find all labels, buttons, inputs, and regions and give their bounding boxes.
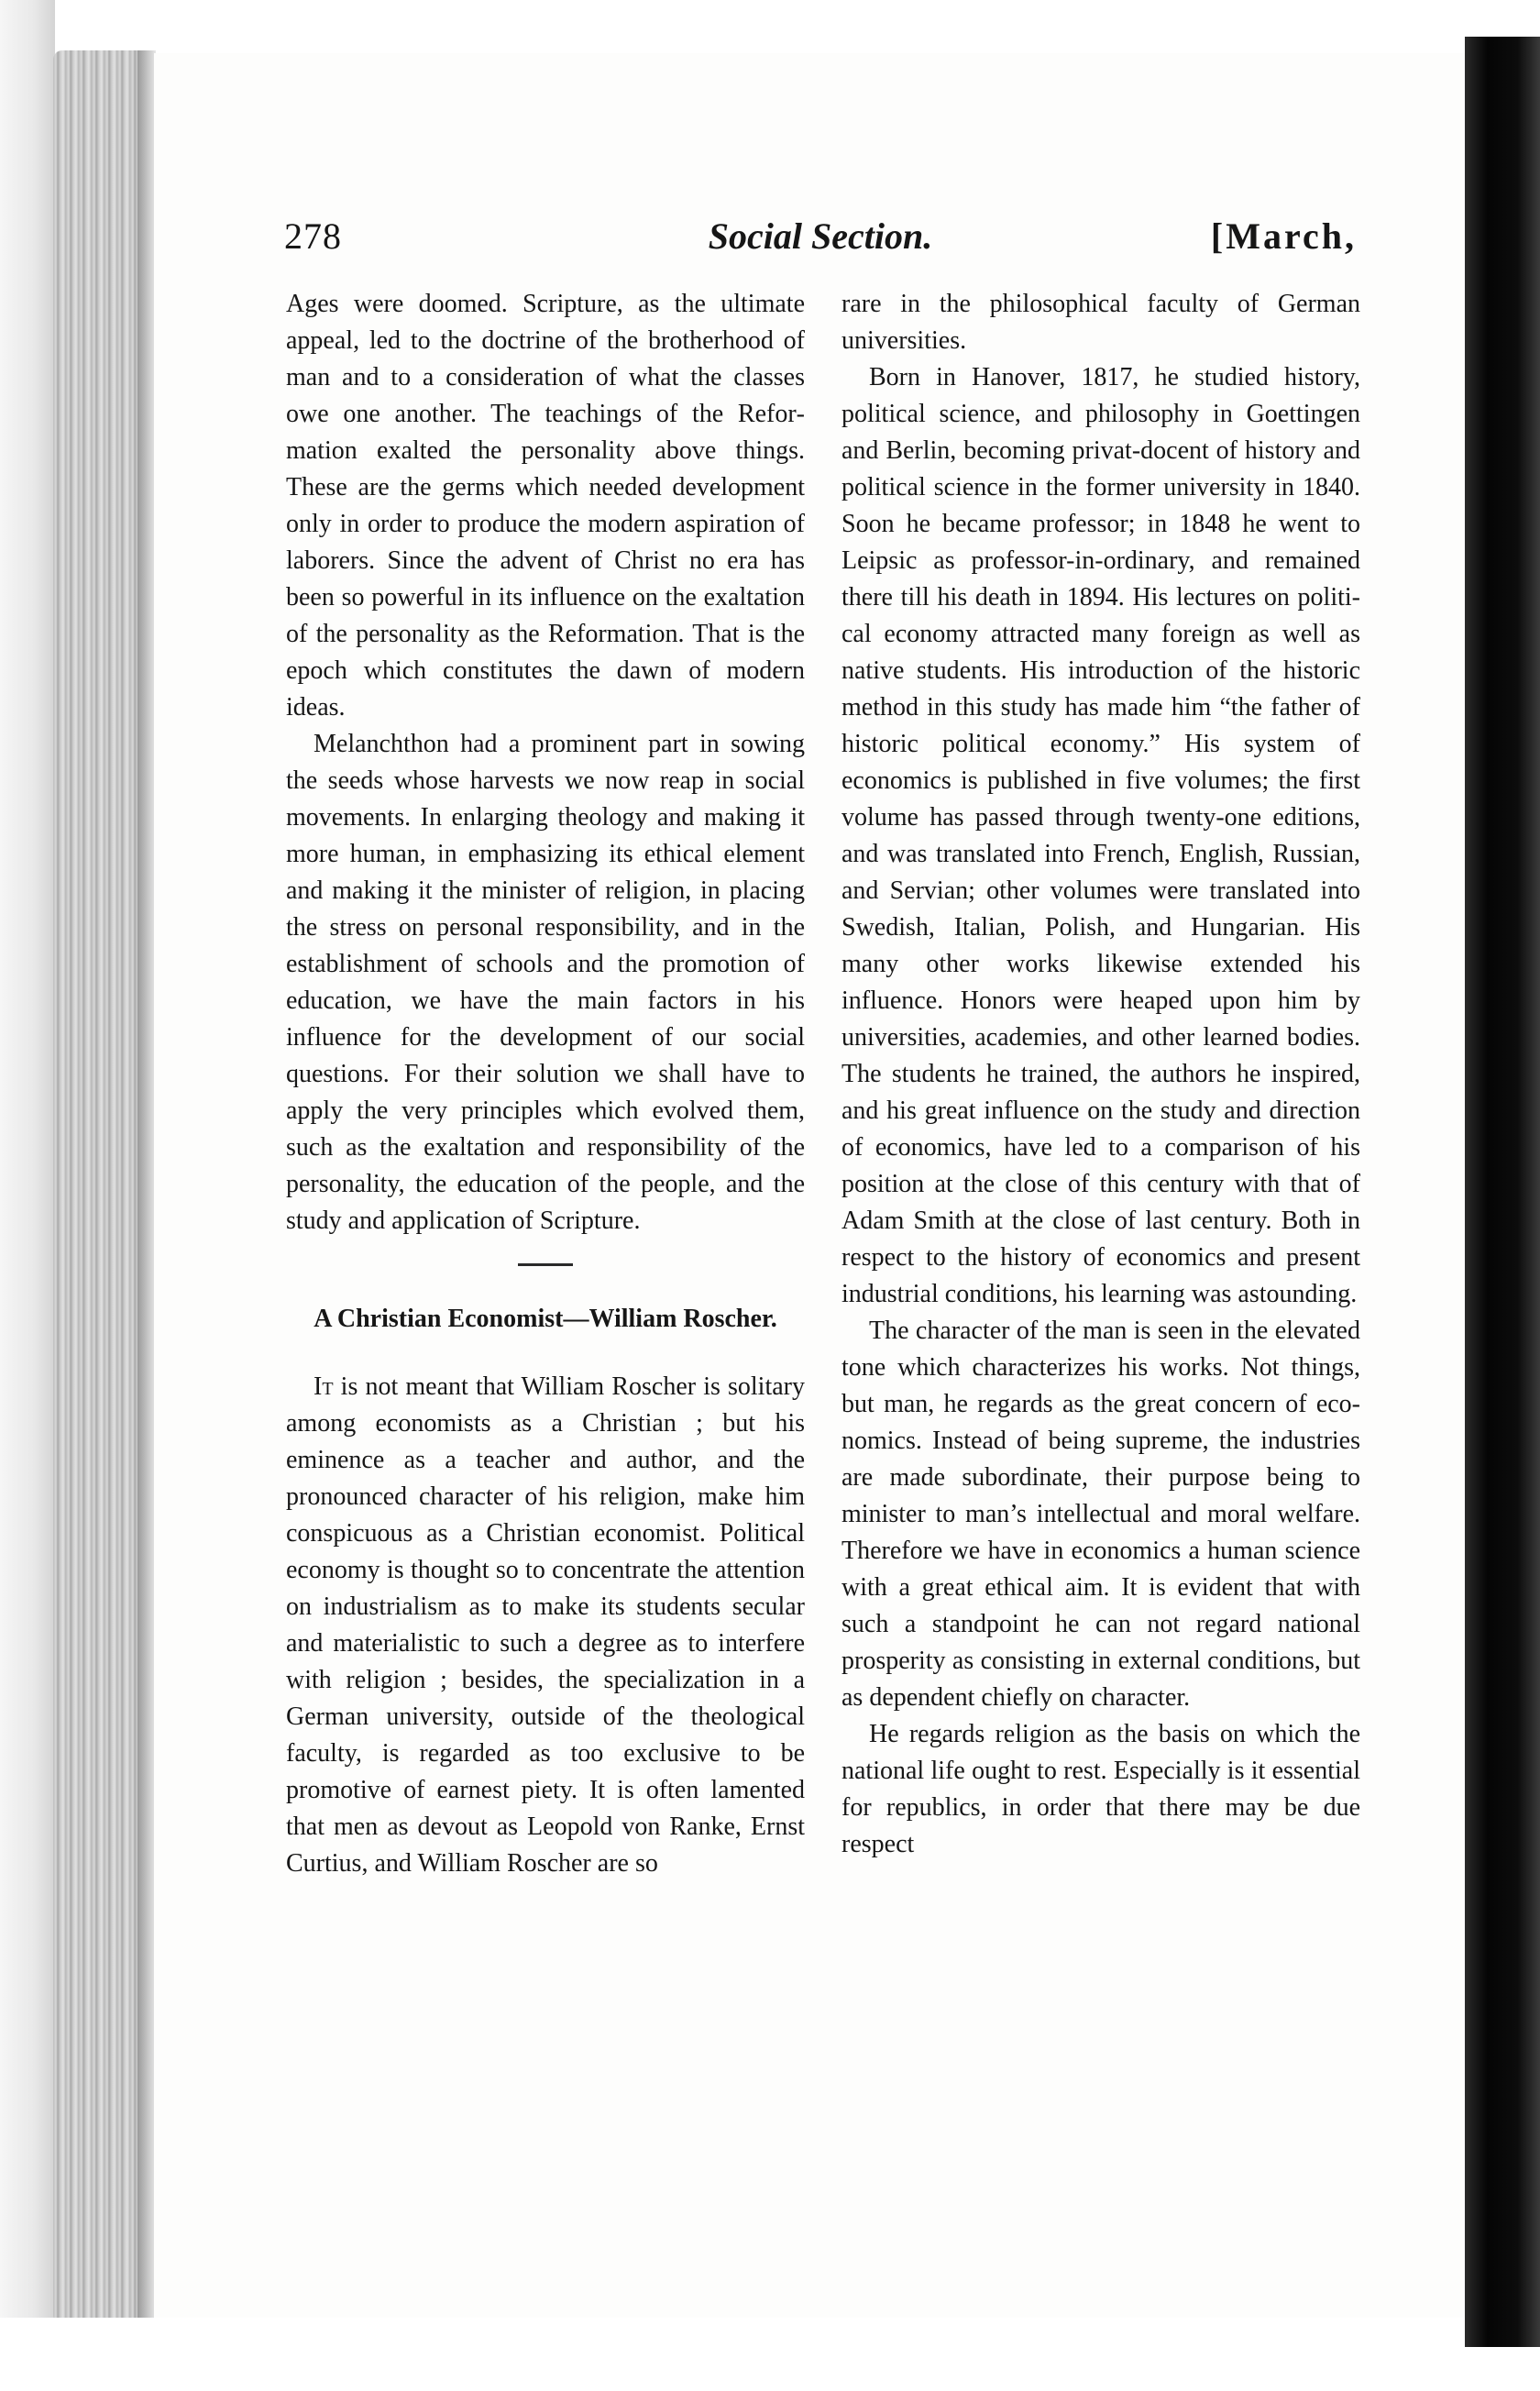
book-edge-shadow [138,50,156,2324]
book-spine-shadow [1465,37,1540,2347]
paragraph: Ages were doomed. Scripture, as the ultimate appeal, led to the doctrine of the brotherhood of man and to a consideration of what the classes owe one another. The teachings of the Reformation exalted the personality above things. These are the germs which needed development only in order to produce the modern aspiration of laborers. Since the advent of Christ no era has been so powerful in its influence on the exaltation of the personality as the Reformation. That is the epoch which constitutes the dawn of modern ideas. [286,290,805,722]
scan-margin-left [0,0,55,2391]
paragraph: Melanchthon had a prominent part in sowing the seeds whose harvests we now reap in social movements. In enlarging theology and making it more human, in emphasizing its ethical element and making it the minister of religion, in placing the stress on personal responsibility, and in the establishment of schools and the promotion of education, we have the main factors in his influence for the development of our social questions. For their solution we shall have to apply the very principles which evolved them, such as the exaltation and responsibility of the personality, the education of the people, and the study and application of Scripture. [286,730,805,1235]
article-heading: A Christian Economist—William Roscher. [314,1305,777,1333]
paragraph: rare in the philosophical faculty of German universities. [842,290,1360,355]
paragraph: Born in Hanover, 1817, he studied history, political science, and philosophy in Goettingen and Berlin, becoming privat-docent of history and political science in the former university in 1840. Soon he became professor; in 1848 he went to Leipsic as professor-in-ordinary, and remained there till his death in 1894. His lectures on political economy attracted many foreign as well as native students. His introduction of the historic method in this study has made him “the father of historic political economy.” His system of economics is published in five volumes; the first volume has passed through twenty-one editions, and was translated into French, English, Russian, and Servian; other volumes were translated into Swedish, Italian, Polish, and Hungarian. His many other works likewise extended his influence. Honors were heaped upon him by universities, academies, and other learned bodies. The students he trained, the authors he inspired, and his great influence on the study and direction of economics, have led to a comparison of his position at the close of this century with that of Adam Smith at the close of last century. Both in respect to the history of economics and present industrial conditions, his learning was astounding. [842,363,1360,1308]
scan-margin-bottom [0,2318,1465,2391]
lead-word: It [314,1372,334,1401]
section-divider [518,1263,573,1266]
article-paragraph-text: is not meant that William Roscher is solitary among economists as a Christian ; but his eminence as a teacher and author, and the pronounced character of his religion, make him conspicuous as a Christian economist. Political economy is thought so to concentrate the attention on industrialism as to make its students secular and materialistic to such a degree as to interfere with religion ; besides, the specialization in a German university, outside of the theological faculty, is regarded as too exclusive to be promotive of earnest piety. It is often lamented that men as devout as Leopold von Ranke, Ernst Curtius, and William Roscher are so [286,1372,805,1878]
paragraph: He regards religion as the basis on which the national life ought to rest. Especially is it essential for republics, in order that there may be due respect [842,1720,1360,1858]
paragraph: The character of the man is seen in the elevated tone which characterizes his works. Not things, but man, he regards as the great concern of economics. Instead of being supreme, the industries are made subordinate, their purpose being to minister to man’s intellectual and moral welfare. Therefore we have in economics a human science with a great ethical aim. It is evident that with such a standpoint he can not regard national prosperity as consisting in external conditions, but as dependent chiefly on character. [842,1317,1360,1712]
running-header [284,215,1357,270]
right-column [842,286,1360,1863]
header-month: [March, [1210,215,1357,257]
article-paragraph [286,1369,805,1882]
page-number: 278 [284,215,342,257]
left-column [286,286,805,1882]
section-title: Social Section. [708,215,933,257]
